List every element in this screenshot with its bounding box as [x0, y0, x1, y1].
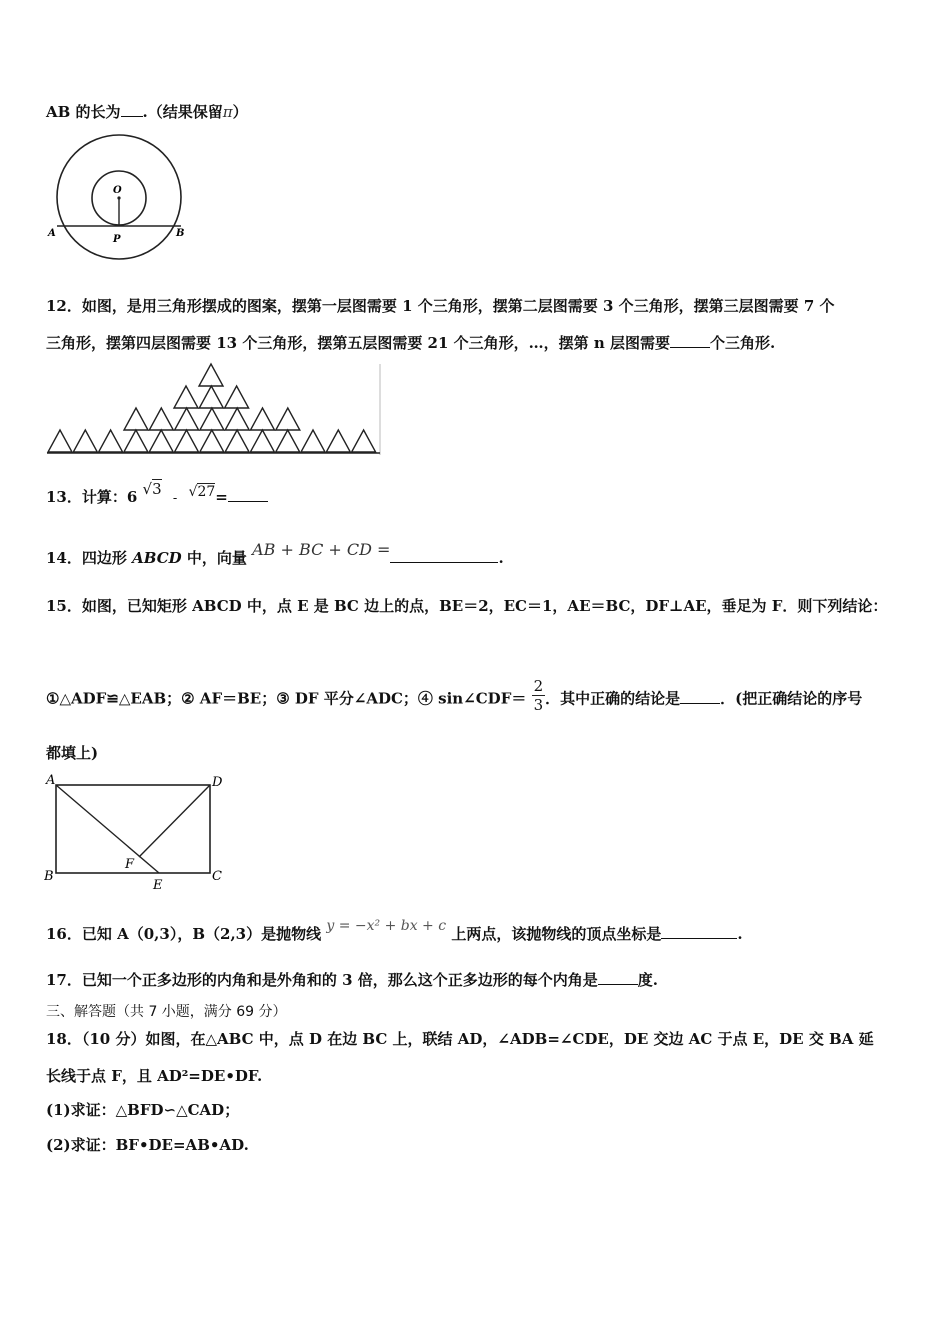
q15-frac-num: 2 [533, 677, 544, 695]
q12-line2 [46, 333, 775, 353]
q13-eq: = [215, 488, 228, 506]
triangle-row2 [149, 408, 173, 430]
label-d: D [212, 775, 223, 790]
q17-line [46, 970, 658, 990]
label-a: A [48, 228, 56, 239]
q18-line2: 长线于点 F，且 AD²=DE•DF. [46, 1067, 263, 1085]
q17-answer-blank[interactable] [598, 970, 638, 985]
q16-answer-blank[interactable] [661, 924, 737, 939]
q15-frac-den: 3 [533, 696, 544, 714]
q16-expr: y = −x² + bx + c [326, 918, 447, 934]
q11-prefix: AB 的长为 [46, 103, 121, 121]
triangle-row1 [326, 430, 350, 452]
triangle-row1 [276, 430, 300, 452]
q15-line2-pre: ①△ADF≌△EAB；② AF＝BE；③ DF 平分∠ADC；④ sin∠CDF＝ [46, 689, 527, 708]
q11-line [46, 102, 248, 122]
triangle-row1 [73, 430, 97, 452]
segment-ae [56, 785, 159, 873]
triangle-row1 [250, 430, 274, 452]
q14-abcd: ABCD [132, 549, 182, 567]
triangle-row1 [149, 430, 173, 452]
triangle-row3 [174, 386, 198, 408]
triangle-row4 [199, 364, 223, 386]
q15-rectangle-figure [44, 772, 234, 894]
q14-answer-blank[interactable] [390, 548, 498, 563]
label-e: E [153, 878, 163, 893]
q13-answer-blank[interactable] [228, 487, 268, 502]
q18-line1: 18．（10 分）如图，在△ABC 中，点 D 在边 BC 上，联结 AD，∠ADB=∠CDE，DE 交边 AC 于点 E，DE 交 BA 延 [46, 1030, 874, 1048]
q15-line1: 15．如图，已知矩形 ABCD 中，点 E 是 BC 边上的点，BE＝2，EC＝1，AE＝BC，DF⊥AE，垂足为 F．则下列结论： [46, 597, 888, 615]
q15-post-a: ．其中正确的结论是 [545, 689, 681, 708]
q15-post-b: ．(把正确结论的序号 [720, 689, 863, 708]
q17-pre: 17．已知一个正多边形的内角和是外角和的 3 倍，那么这个正多边形的每个内角是 [46, 971, 598, 989]
q13-line [46, 480, 268, 509]
q18-part1: (1)求证：△BFD∽△CAD； [46, 1101, 240, 1119]
label-p: P [113, 234, 121, 245]
triangle-row2 [124, 408, 148, 430]
q11-suffix: .（结果保留 [142, 103, 223, 121]
triangle-row3 [199, 386, 223, 408]
q11-pi: π [222, 103, 233, 121]
q16-end: . [737, 925, 743, 943]
label-o: O [113, 185, 122, 196]
q13-sqrt27-radicand: 27 [197, 484, 216, 500]
q15-fraction [532, 677, 546, 714]
q14-expr: AB + BC + CD = [252, 540, 391, 559]
q14-pre: 14．四边形 [46, 549, 133, 567]
q13-sqrt3-radicand: 3 [152, 480, 162, 498]
triangle-row2 [175, 408, 199, 430]
q16-pre: 16．已知 A（0,3），B（2,3）是抛物线 [46, 925, 322, 943]
triangle-row2 [251, 408, 275, 430]
triangle-row2 [200, 408, 224, 430]
q12-answer-blank[interactable] [670, 333, 710, 348]
q12-triangle-figure [44, 362, 384, 458]
label-a: A [46, 773, 56, 788]
q11-answer-blank[interactable] [121, 102, 143, 117]
triangle-row1 [175, 430, 199, 452]
q14-end: . [498, 549, 504, 567]
q12-line2-pre: 三角形，摆第四层图需要 13 个三角形，摆第五层图需要 21 个三角形，…，摆第 n 层图需要 [46, 334, 670, 352]
q13-sqrt3: √3 [142, 480, 162, 498]
label-b: B [176, 228, 185, 239]
section-3-heading: 三、解答题（共 7 小题，满分 69 分） [46, 1004, 287, 1020]
q18-part2: (2)求证：BF•DE=AB•AD. [46, 1136, 249, 1154]
triangle-row3 [225, 386, 249, 408]
q13-sqrt27: √27 [188, 484, 216, 500]
triangle-row1 [124, 430, 148, 452]
q14-line [46, 540, 504, 568]
label-f: F [125, 857, 135, 872]
triangle-row2 [276, 408, 300, 430]
triangle-row1 [352, 430, 376, 452]
triangle-row1 [225, 430, 249, 452]
segment-df [139, 785, 210, 857]
q16-line [46, 918, 743, 945]
q15-line2 [46, 677, 863, 718]
q14-mid: 中，向量 [181, 549, 247, 567]
triangle-group [48, 364, 376, 452]
q13-pre: 13．计算：6 [46, 488, 138, 506]
label-b: B [44, 869, 54, 884]
q15-answer-blank[interactable] [680, 689, 720, 704]
q11-circles-figure [44, 132, 194, 262]
q13-minus: - [172, 491, 178, 506]
triangle-row1 [99, 430, 123, 452]
triangle-row2 [225, 408, 249, 430]
triangle-row1 [301, 430, 325, 452]
q11-close: ） [232, 103, 248, 121]
label-c: C [212, 869, 222, 884]
triangle-row1 [48, 430, 72, 452]
q16-post: 上两点，该抛物线的顶点坐标是 [451, 925, 662, 943]
q12-line2-post: 个三角形. [710, 334, 776, 352]
triangle-row1 [200, 430, 224, 452]
q17-post: 度. [637, 971, 658, 989]
center-point [117, 196, 120, 199]
q15-line3: 都填上) [46, 744, 99, 762]
q12-line1: 12．如图，是用三角形摆成的图案，摆第一层图需要 1 个三角形，摆第二层图需要 3 个三角形，摆第三层图需要 7 个 [46, 297, 835, 315]
